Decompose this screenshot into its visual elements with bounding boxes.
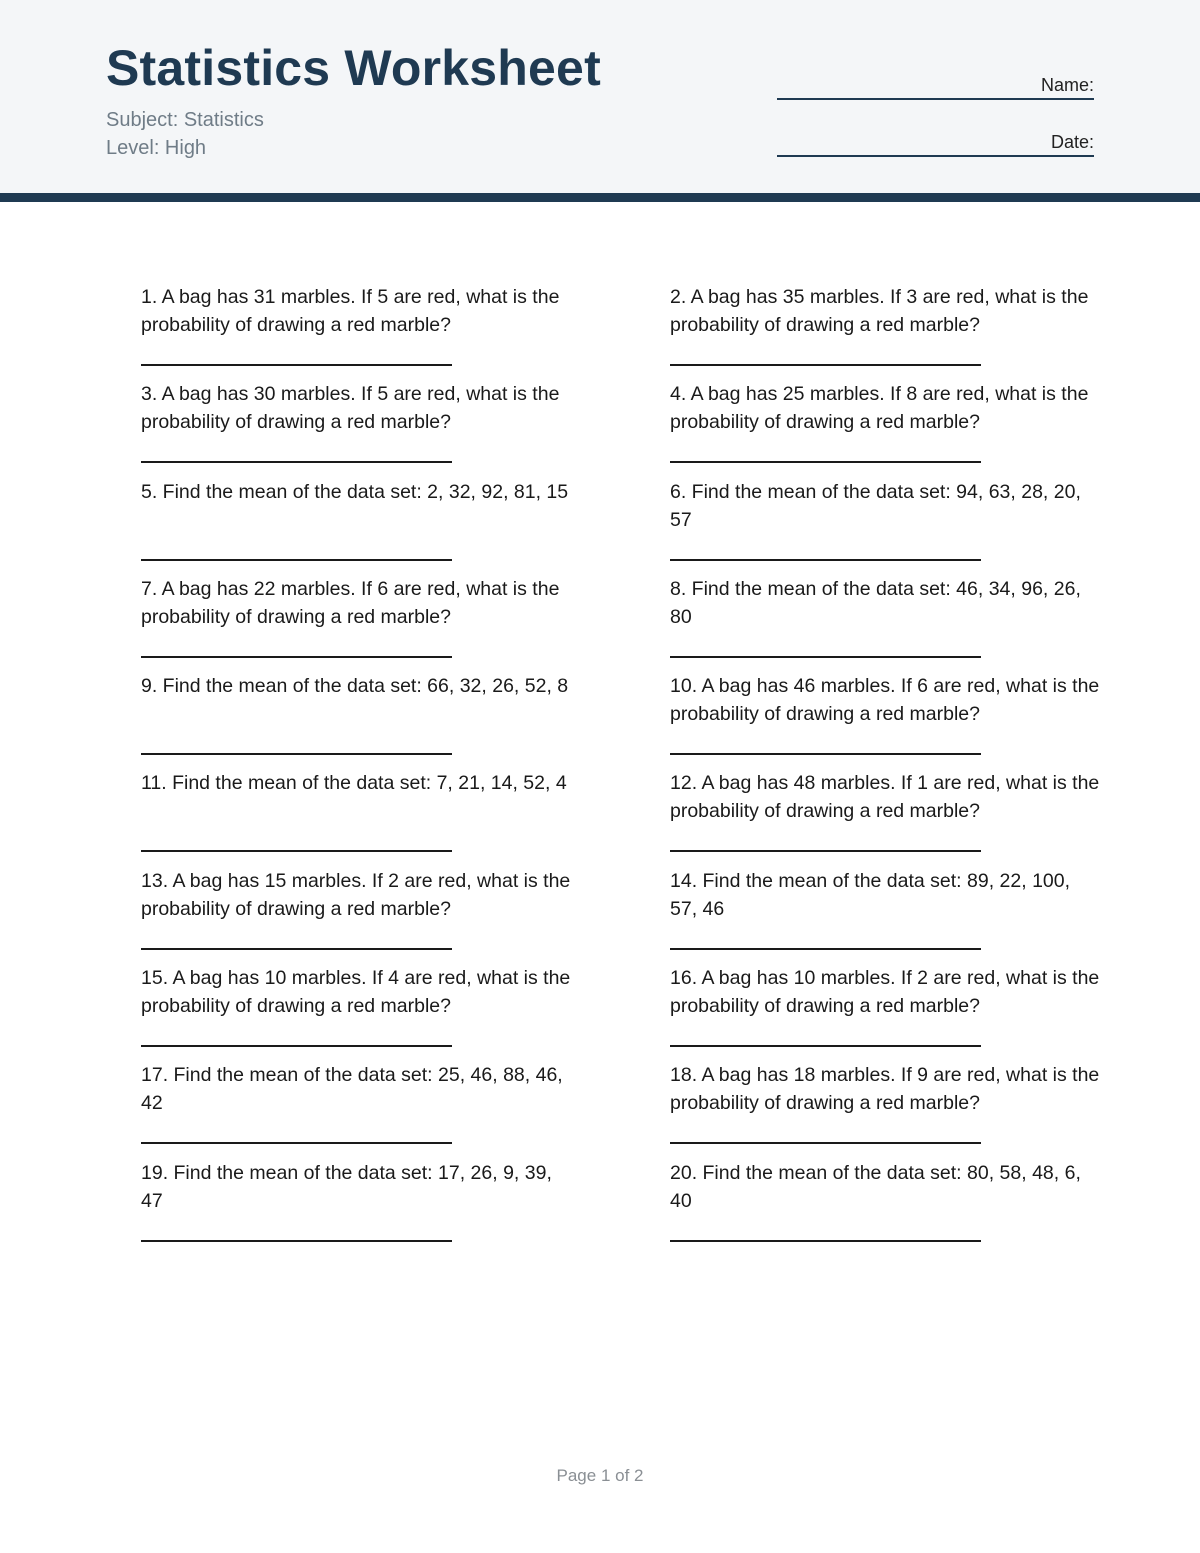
answer-line[interactable] <box>141 1045 452 1047</box>
answer-line[interactable] <box>670 559 981 561</box>
answer-line[interactable] <box>141 364 452 366</box>
question-grid <box>141 283 1101 1256</box>
answer-line[interactable] <box>141 461 452 463</box>
answer-line[interactable] <box>670 948 981 950</box>
answer-line[interactable] <box>141 1240 452 1242</box>
page-number: Page 1 of 2 <box>556 1466 644 1485</box>
answer-line[interactable] <box>141 1142 452 1144</box>
answer-line[interactable] <box>141 850 452 852</box>
page-title: Statistics Worksheet <box>106 40 601 96</box>
question-text: 12. A bag has 48 marbles. If 1 are red, what is the probability of drawing a red marble? <box>670 772 1100 823</box>
answer-line[interactable] <box>141 948 452 950</box>
question-text: 18. A bag has 18 marbles. If 9 are red, what is the probability of drawing a red marble? <box>670 1064 1100 1115</box>
question-text: 1. A bag has 31 marbles. If 5 are red, what is the probability of drawing a red marble? <box>141 286 560 336</box>
answer-line[interactable] <box>670 850 981 852</box>
question-item <box>141 575 571 672</box>
question-text: 5. Find the mean of the data set: 2, 32, 92, 81, 15 <box>141 480 569 503</box>
question-text: 17. Find the mean of the data set: 25, 46, 88, 46, 42 <box>141 1064 563 1115</box>
question-item <box>141 964 571 1061</box>
question-text: 16. A bag has 10 marbles. If 2 are red, what is the probability of drawing a red marble? <box>670 967 1100 1018</box>
question-item <box>670 478 1100 575</box>
answer-line[interactable] <box>141 559 452 561</box>
question-item <box>670 575 1100 672</box>
date-field[interactable] <box>777 131 1094 157</box>
question-item <box>670 1061 1100 1158</box>
answer-line[interactable] <box>670 364 981 366</box>
question-text: 9. Find the mean of the data set: 66, 32, 26, 52, 8 <box>141 675 569 698</box>
question-item <box>670 380 1100 477</box>
level-label: Level: High <box>106 137 207 159</box>
question-text: 2. A bag has 35 marbles. If 3 are red, what is the probability of drawing a red marble? <box>670 286 1089 336</box>
question-text: 11. Find the mean of the data set: 7, 21, 14, 52, 4 <box>141 772 567 795</box>
question-text: 8. Find the mean of the data set: 46, 34, 96, 26, 80 <box>670 577 1081 628</box>
answer-line[interactable] <box>670 1045 981 1047</box>
question-item <box>141 283 571 380</box>
question-item <box>141 672 571 769</box>
question-item <box>141 769 571 866</box>
answer-line[interactable] <box>670 1142 981 1144</box>
question-text: 14. Find the mean of the data set: 89, 22, 100, 57, 46 <box>670 869 1071 920</box>
answer-line[interactable] <box>670 656 981 658</box>
question-text: 7. A bag has 22 marbles. If 6 are red, what is the probability of drawing a red marble? <box>141 577 560 628</box>
question-item <box>670 964 1100 1061</box>
question-text: 3. A bag has 30 marbles. If 5 are red, what is the probability of drawing a red marble? <box>141 383 560 434</box>
question-text: 15. A bag has 10 marbles. If 4 are red, what is the probability of drawing a red marble? <box>141 967 571 1018</box>
date-label: Date: <box>1050 132 1094 152</box>
question-text: 13. A bag has 15 marbles. If 2 are red, what is the probability of drawing a red marble? <box>141 869 571 920</box>
question-item <box>141 380 571 477</box>
answer-line[interactable] <box>141 656 452 658</box>
question-item <box>670 672 1100 769</box>
name-field[interactable] <box>777 74 1094 100</box>
question-text: 10. A bag has 46 marbles. If 6 are red, what is the probability of drawing a red marble? <box>670 675 1100 726</box>
header-divider <box>0 193 1200 202</box>
subject-label: Subject: Statistics <box>106 109 264 131</box>
question-item <box>141 478 571 575</box>
question-item <box>670 867 1100 964</box>
question-item <box>670 283 1100 380</box>
name-label: Name: <box>1040 75 1094 95</box>
question-text: 19. Find the mean of the data set: 17, 26, 9, 39, 47 <box>141 1161 552 1212</box>
header <box>0 0 1200 193</box>
question-item <box>670 1159 1100 1256</box>
answer-line[interactable] <box>141 753 452 755</box>
question-item <box>670 769 1100 866</box>
answer-line[interactable] <box>670 461 981 463</box>
question-text: 20. Find the mean of the data set: 80, 58, 48, 6, 40 <box>670 1161 1081 1212</box>
answer-line[interactable] <box>670 753 981 755</box>
answer-line[interactable] <box>670 1240 981 1242</box>
question-text: 6. Find the mean of the data set: 94, 63, 28, 20, 57 <box>670 480 1081 531</box>
question-item <box>141 1061 571 1158</box>
question-item <box>141 867 571 964</box>
question-text: 4. A bag has 25 marbles. If 8 are red, what is the probability of drawing a red marble? <box>670 383 1089 434</box>
question-item <box>141 1159 571 1256</box>
